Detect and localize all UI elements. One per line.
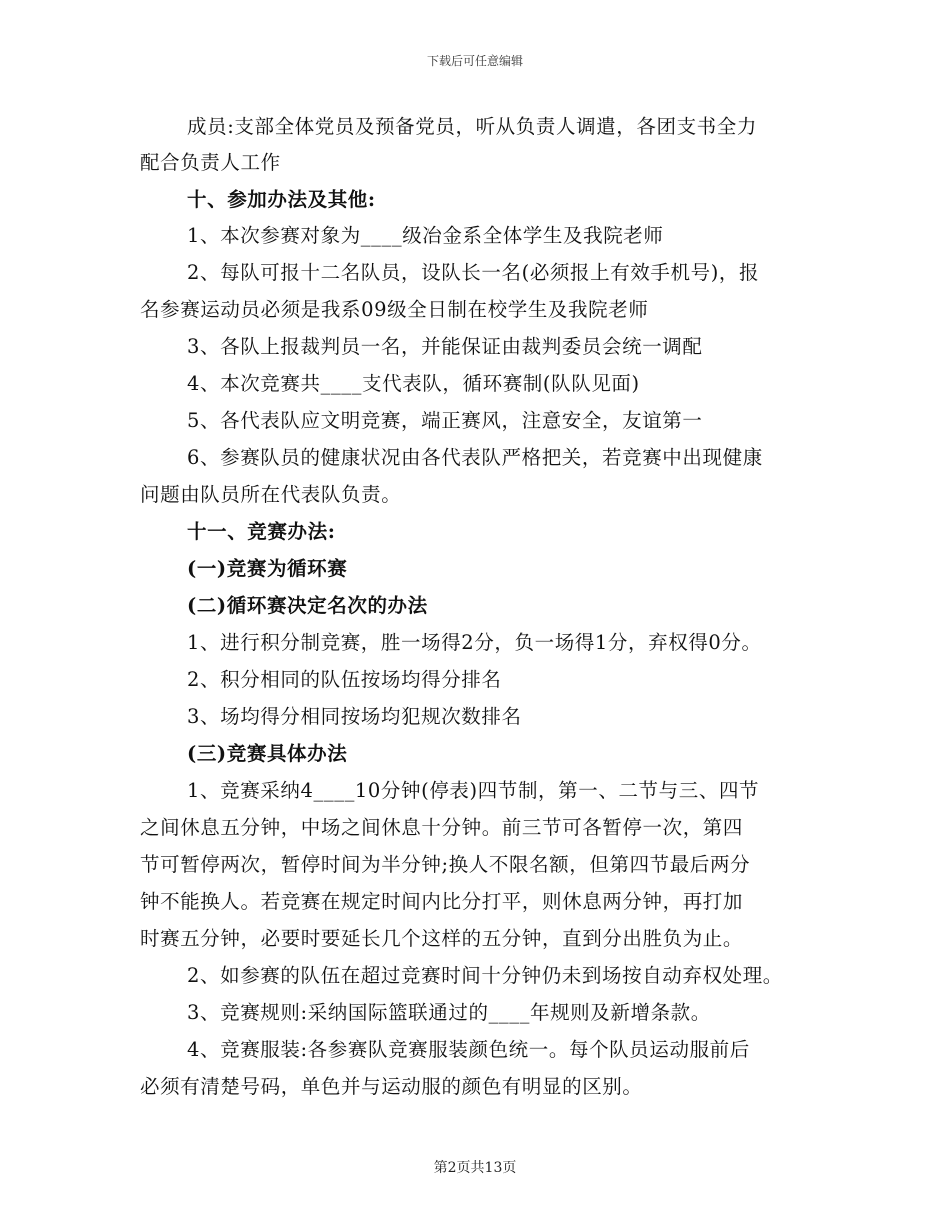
paragraph-line: 3、各队上报裁判员一名，并能保证由裁判委员会统一调配 [187, 335, 703, 358]
paragraph-line: 时赛五分钟，必要时要延长几个这样的五分钟，直到分出胜负为止。 [140, 927, 744, 950]
paragraph-line: 成员:支部全体党员及预备党员，听从负责人调遣，各团支书全力 [187, 115, 757, 138]
section-heading: 十、参加办法及其他: [187, 188, 376, 211]
paragraph-line: 必须有清楚号码，单色并与运动服的颜色有明显的区别。 [140, 1075, 643, 1098]
section-heading: (三)竞赛具体办法 [187, 742, 348, 765]
paragraph-line: 2、每队可报十二名队员，设队长一名(必须报上有效手机号)，报 [187, 261, 760, 284]
page-footer: 第2页共13页 [433, 1160, 517, 1176]
paragraph-line: 名参赛运动员必须是我系09级全日制在校学生及我院老师 [140, 298, 649, 321]
page-header: 下载后可任意编辑 [426, 54, 523, 68]
paragraph-line: 5、各代表队应文明竞赛，端正赛风，注意安全，友谊第一 [187, 409, 703, 432]
paragraph-line: 钟不能换人。若竞赛在规定时间内比分打平，则休息两分钟，再打加 [140, 890, 744, 913]
paragraph-line: 6、参赛队员的健康状况由各代表队严格把关，若竞赛中出现健康 [187, 446, 763, 469]
section-heading: (一)竞赛为循环赛 [187, 557, 348, 580]
paragraph-line: 配合负责人工作 [140, 151, 281, 174]
paragraph-line: 1、竞赛采纳4____10分钟(停表)四节制，第一、二节与三、四节 [187, 779, 760, 802]
paragraph-line: 3、竞赛规则:采纳国际篮联通过的____年规则及新增条款。 [187, 1001, 711, 1024]
paragraph-line: 4、本次竞赛共____支代表队，循环赛制(队队见面) [187, 372, 640, 395]
paragraph-line: 之间休息五分钟，中场之间休息十分钟。前三节可各暂停一次，第四 [140, 816, 744, 839]
section-heading: (二)循环赛决定名次的办法 [187, 594, 428, 617]
paragraph-line: 问题由队员所在代表队负责。 [140, 483, 402, 506]
paragraph-line: 4、竞赛服装:各参赛队竞赛服装颜色统一。每个队员运动服前后 [187, 1038, 750, 1061]
paragraph-line: 1、本次参赛对象为____级冶金系全体学生及我院老师 [187, 224, 664, 247]
paragraph-line: 节可暂停两次，暂停时间为半分钟;换人不限名额，但第四节最后两分 [140, 853, 751, 876]
paragraph-line: 1、进行积分制竞赛，胜一场得2分，负一场得1分，弃权得0分。 [187, 631, 762, 654]
paragraph-line: 2、如参赛的队伍在超过竞赛时间十分钟仍未到场按自动弃权处理。 [187, 964, 783, 987]
paragraph-line: 2、积分相同的队伍按场均得分排名 [187, 668, 502, 691]
section-heading: 十一、竞赛办法: [187, 520, 336, 543]
paragraph-line: 3、场均得分相同按场均犯规次数排名 [187, 705, 522, 728]
